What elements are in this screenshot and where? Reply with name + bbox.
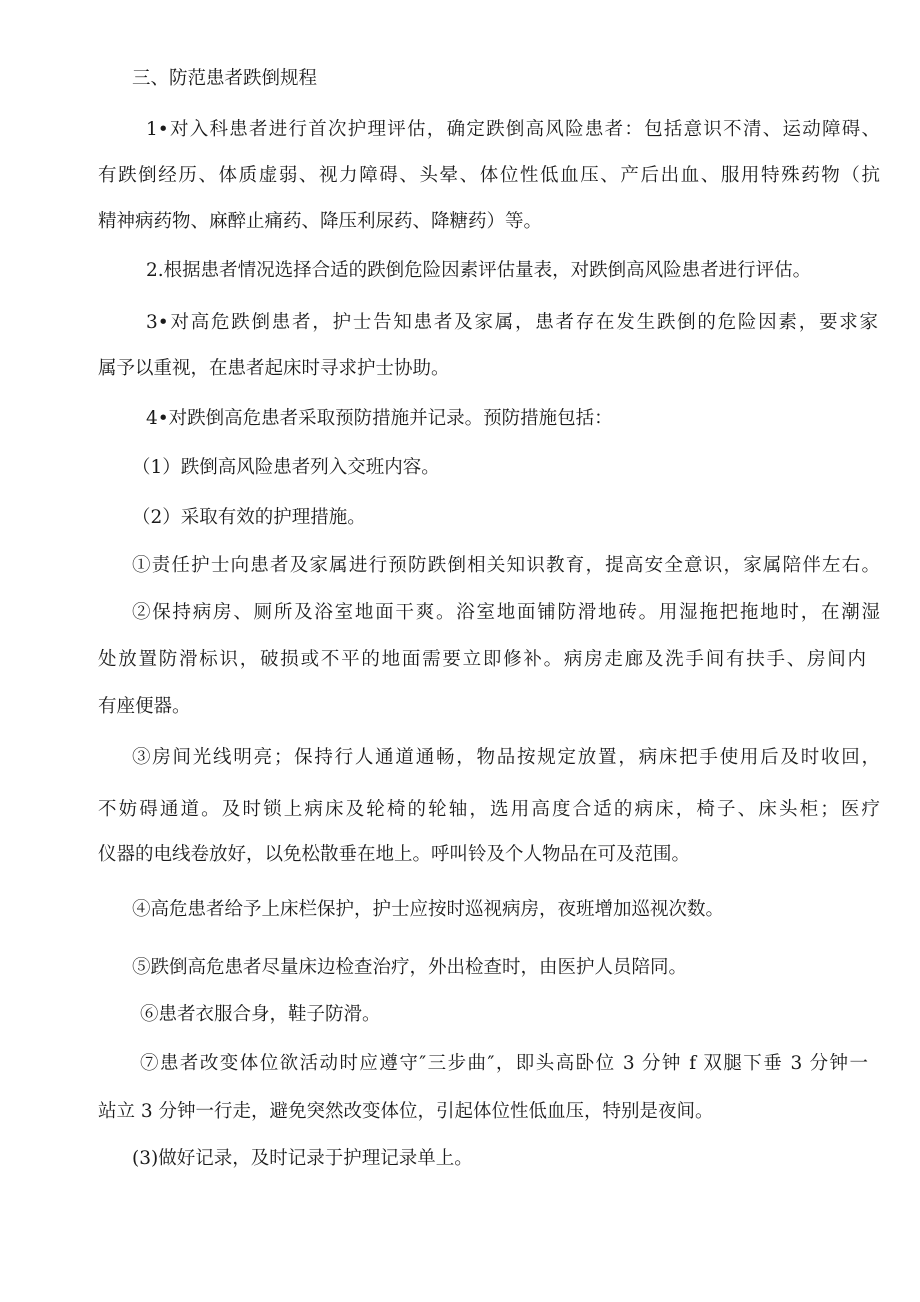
measure-3-line-3: 仪器的电线卷放好，以免松散垂在地上。呼叫铃及个人物品在可及范围。	[98, 844, 691, 865]
measure-5: ⑤跌倒高危患者尽量床边检查治疗，外出检查时，由医护人员陪同。	[132, 957, 688, 978]
measure-2-line-2: 处放置防滑标识，破损或不平的地面需要立即修补。病房走廊及洗手间有扶手、房间内	[98, 649, 866, 670]
item-1: （1）跌倒高风险患者列入交班内容。	[132, 457, 440, 478]
item-2: （2）采取有效的护理措施。	[132, 507, 366, 528]
measure-1: ①责任护士向患者及家属进行预防跌倒相关知识教育，提高安全意识，家属陪伴左右。	[132, 555, 880, 576]
measure-2-line-1: ②保持病房、厕所及浴室地面干爽。浴室地面铺防滑地砖。用湿拖把拖地时，在潮湿	[132, 602, 880, 623]
measure-7-line-1: ⑦患者改变体位欲活动时应遵守″三步曲″，即头高卧位 3 分钟 f 双腿下垂 3 分钟一	[140, 1053, 868, 1074]
measure-2-line-3: 有座便器。	[98, 696, 191, 717]
paragraph-2: 2.根据患者情况选择合适的跌倒危险因素评估量表，对跌倒高风险患者进行评估。	[146, 260, 812, 281]
measure-7-line-2: 站立 3 分钟一行走，避免突然改变体位，引起体位性低血压，特别是夜间。	[98, 1101, 714, 1122]
paragraph-1-line-3: 精神病药物、麻醉止痛药、降压利尿药、降糖药）等。	[98, 211, 543, 232]
paragraph-1-line-1: 1•对入科患者进行首次护理评估，确定跌倒高风险患者：包括意识不清、运动障碍、	[146, 119, 880, 140]
section-heading: 三、防范患者跌倒规程	[132, 68, 318, 89]
paragraph-4: 4•对跌倒高危患者采取预防措施并记录。预防措施包括：	[146, 408, 613, 429]
item-3: (3)做好记录，及时记录于护理记录单上。	[132, 1148, 473, 1169]
paragraph-3-line-1: 3•对高危跌倒患者，护士告知患者及家属，患者存在发生跌倒的危险因素，要求家	[146, 312, 878, 333]
measure-3-line-1: ③房间光线明亮；保持行人通道通畅，物品按规定放置，病床把手使用后及时收回，	[132, 747, 880, 768]
paragraph-3-line-2: 属予以重视，在患者起床时寻求护士协助。	[98, 358, 450, 379]
measure-4: ④高危患者给予上床栏保护，护士应按时巡视病房，夜班增加巡视次数。	[132, 899, 725, 920]
paragraph-1-line-2: 有跌倒经历、体质虚弱、视力障碍、头晕、体位性低血压、产后出血、服用特殊药物（抗	[98, 165, 880, 186]
measure-3-line-2: 不妨碍通道。及时锁上病床及轮椅的轮轴，选用高度合适的病床，椅子、床头柜；医疗	[98, 799, 880, 820]
measure-6: ⑥患者衣服合身，鞋子防滑。	[140, 1004, 381, 1025]
